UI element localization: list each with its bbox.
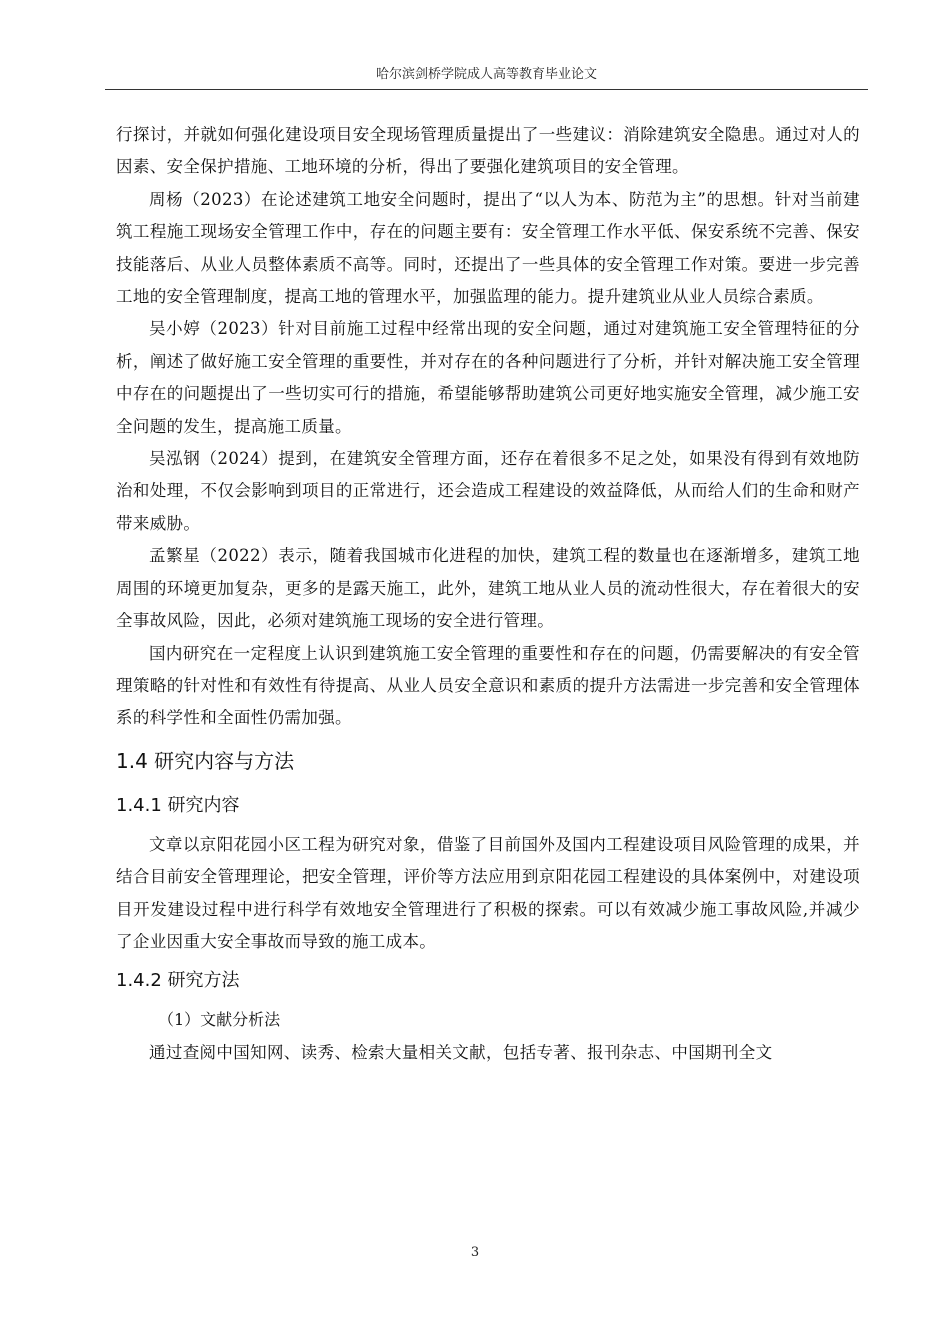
paragraph-research-content: 文章以京阳花园小区工程为研究对象，借鉴了目前国外及国内工程建设项目风险管理的成果，并结合目前安全管理理论，把安全管理，评价等方法应用到京阳花园工程建设的具体案例中，对建设项目开发建设过程中进行科学有效地安全管理进行了积极的探索。可以有效减少施工事故风险,并减少了企业因重大安全事故而导致的施工成本。 <box>116 834 860 951</box>
paragraph-meng-fanxing: 孟繁星（2022）表示，随着我国城市化进程的加快，建筑工程的数量也在逐渐增多，建筑工地周围的环境更加复杂，更多的是露天施工，此外，建筑工地从业人员的流动性很大，存在着很大的安全事故风险，因此，必须对建筑施工现场的安全进行管理。 <box>116 546 860 631</box>
paragraph-literature-method: 通过查阅中国知网、读秀、检索大量相关文献，包括专著、报刊杂志、中国期刊全文 <box>149 1042 773 1062</box>
subsection-heading-1-4-1: 1.4.1 研究内容 <box>116 794 240 816</box>
paragraph-continued: 行探讨，并就如何强化建设项目安全现场管理质量提出了一些建议：消除建筑安全隐患。通过对人的因素、安全保护措施、工地环境的分析，得出了要强化建筑项目的安全管理。 <box>116 125 860 177</box>
page-number: 3 <box>470 1245 480 1260</box>
body-text <box>116 119 860 1069</box>
paragraph-domestic-summary: 国内研究在一定程度上认识到建筑施工安全管理的重要性和存在的问题，仍需要解决的有安全管理策略的针对性和有效性有待提高、从业人员安全意识和素质的提升方法需进一步完善和安全管理体系的科学性和全面性仍需加强。 <box>116 643 860 728</box>
section-heading-1-4: 1.4 研究内容与方法 <box>116 748 295 773</box>
paragraph-wu-honggang: 吴泓钢（2024）提到，在建筑安全管理方面，还存在着很多不足之处，如果没有得到有效地防治和处理，不仅会影响到项目的正常进行，还会造成工程建设的效益降低，从而给人们的生命和财产带来威胁。 <box>116 449 860 533</box>
header-divider <box>105 89 868 90</box>
method-item-literature: （1）文献分析法 <box>158 1010 281 1030</box>
paragraph-zhou-yang: 周杨（2023）在论述建筑工地安全问题时，提出了“以人为本、防范为主”的思想。针对当前建筑工程施工现场安全管理工作中，存在的问题主要有：安全管理工作水平低、保安系统不完善、保安技能落后、从业人员整体素质不高等。同时，还提出了一些具体的安全管理工作对策。要进一步完善工地的安全管理制度，提高工地的管理水平，加强监理的能力。提升建筑业从业人员综合素质。 <box>116 189 860 307</box>
paragraph-wu-xiaoting: 吴小婷（2023）针对目前施工过程中经常出现的安全问题，通过对建筑施工安全管理特征的分析，阐述了做好施工安全管理的重要性，并对存在的各种问题进行了分析，并针对解决施工安全管理中存在的问题提出了一些切实可行的措施，希望能够帮助建筑公司更好地实施安全管理，减少施工安全问题的发生，提高施工质量。 <box>116 319 860 436</box>
subsection-heading-1-4-2: 1.4.2 研究方法 <box>116 970 240 992</box>
running-header: 哈尔滨剑桥学院成人高等教育毕业论文 <box>375 67 597 82</box>
